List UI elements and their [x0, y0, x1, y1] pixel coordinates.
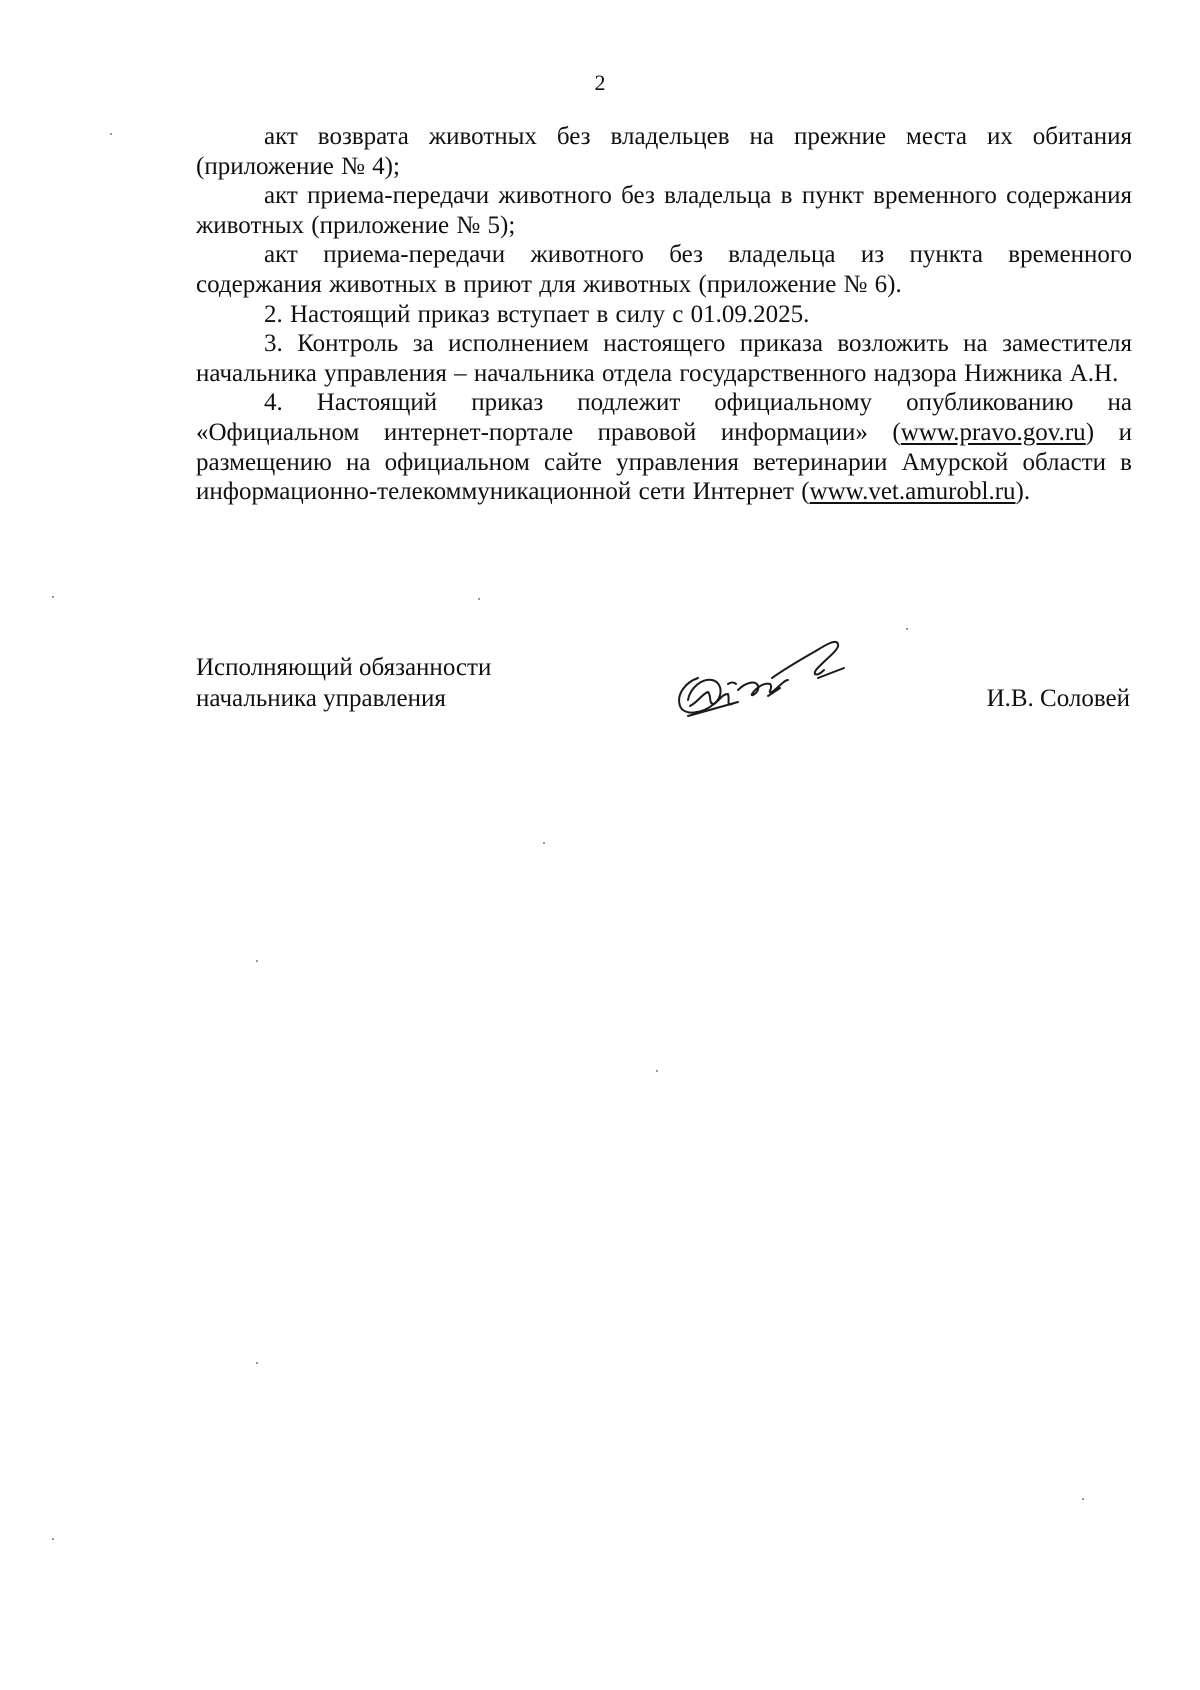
paragraph-effective-date: 2. Настоящий приказ вступает в силу с 01.09.2025.: [264, 300, 810, 328]
paragraph-act-transfer-to-point: акт приема-передачи животного без владельца в пункт временного содержания животных (приложение № 5);: [196, 182, 1132, 239]
scan-speck: [478, 598, 480, 600]
publication-text-part2: ) и размещению на официальном сайте управления ветеринарии Амурской области в информационно-телекоммуникационной сети Интернет (: [196, 418, 1132, 506]
scan-speck: [52, 1538, 54, 1540]
publication-text-part3: ).: [1015, 478, 1031, 506]
scan-speck: [543, 842, 545, 844]
publication-text-part1: 4. Настоящий приказ подлежит официальному опубликованию на «Официальном интернет-портале правовой информации» (: [196, 389, 1132, 446]
signer-position: [196, 652, 491, 714]
scan-speck: [656, 1070, 658, 1072]
signer-position-line2: начальника управления: [196, 685, 446, 712]
paragraph-control: 3. Контроль за исполнением настоящего приказа возложить на заместителя начальника управления – начальника отдела государственного надзора Нижника А.Н.: [196, 330, 1132, 387]
link-pravo-gov[interactable]: www.pravo.gov.ru: [900, 418, 1086, 446]
scan-speck: [256, 960, 258, 962]
handwritten-signature: [668, 620, 868, 730]
paragraph-publication: [196, 388, 1132, 506]
scan-speck: [110, 133, 112, 135]
page-number: 2: [594, 70, 606, 95]
document-body: [196, 122, 1132, 507]
scan-speck: [1082, 1498, 1084, 1500]
signer-name: И.В. Соловей: [986, 685, 1130, 712]
signer-position-line1: Исполняющий обязанности: [196, 654, 492, 681]
link-vet-amurobl[interactable]: www.vet.amurobl.ru: [809, 478, 1016, 506]
scan-speck: [906, 628, 908, 630]
scan-speck: [256, 1362, 258, 1364]
paragraph-act-transfer-to-shelter: акт приема-передачи животного без владельца из пункта временного содержания животных в приют для животных (приложение № 6).: [196, 241, 1132, 298]
paragraph-act-return: акт возврата животных без владельцев на прежние места их обитания (приложение № 4);: [196, 123, 1132, 180]
scan-speck: [52, 596, 54, 598]
